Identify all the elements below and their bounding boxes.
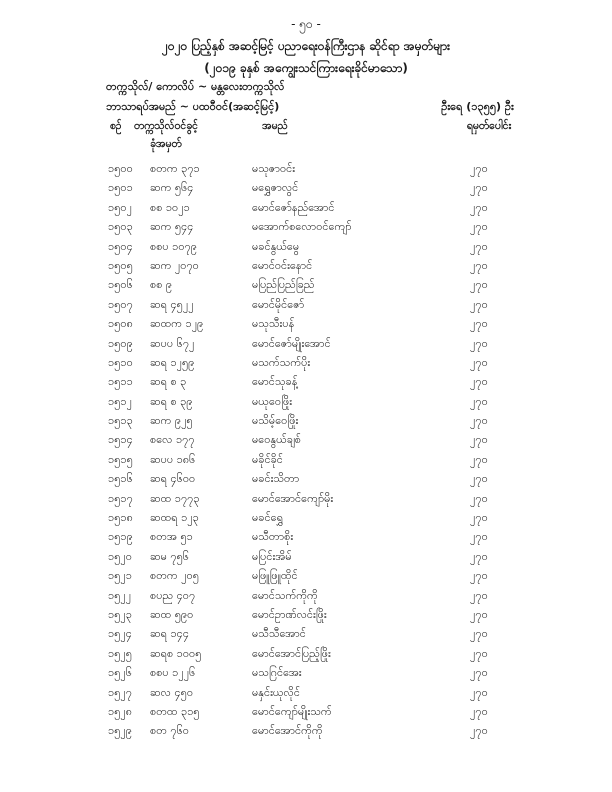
table-row xyxy=(0,666,612,685)
serial-number: ၁၅၁၅ xyxy=(108,452,133,466)
serial-number: ၁၅၁၈ xyxy=(108,511,133,525)
roll-number: စပည ၄၀၇ xyxy=(150,588,196,602)
serial-number: ၁၅၂၅ xyxy=(108,646,132,660)
roll-number: ဆက ၅၄၄ xyxy=(150,220,194,234)
student-name: မခင်းသိတာ xyxy=(252,472,300,486)
total-mark: ၂၇၀ xyxy=(470,452,488,466)
document-title: ၂၀၂၀ ပြည့်နှစ် အဆင့်မြင့် ပညာရေးဝန်ကြီးဌာန ဆိုင်ရာ အမှတ်များ xyxy=(161,39,451,53)
table-row xyxy=(0,395,612,414)
roll-number: ဆရ ၄၅၂၂ xyxy=(150,297,194,311)
total-mark: ၂၇၀ xyxy=(470,569,488,583)
serial-number: ၁၅၂၁ xyxy=(108,569,132,583)
roll-number: စစ ၉ xyxy=(150,278,173,292)
roll-number: ဆရ ၁၄၄ xyxy=(150,627,190,641)
serial-number: ၁၅၂၂ xyxy=(108,588,132,602)
student-name: မခင်ရွှေ xyxy=(252,511,284,525)
student-name: မအောက်စလောဝင်ကျော် xyxy=(252,220,352,234)
roll-number: ဆထ ၅၉၀ xyxy=(150,607,194,621)
serial-number: ၁၅၂၆ xyxy=(108,666,132,680)
roll-number: စတ ၇၆၀ xyxy=(150,724,189,738)
total-mark: ၂၇၀ xyxy=(470,394,488,408)
serial-number: ၁၅၁၄ xyxy=(108,433,133,447)
total-mark: ၂၇၀ xyxy=(470,162,488,175)
roll-number: စစ ၁၀၂၁ xyxy=(150,200,190,214)
roll-number: စတအ ၅၁ xyxy=(150,530,193,544)
total-mark: ၂၇၀ xyxy=(470,472,488,486)
student-name: မဝေနွယ်ချစ် xyxy=(252,433,301,447)
student-name: မောင်မိုင်ဇော် xyxy=(252,297,305,311)
student-name: မသဂြင်အေး xyxy=(252,666,302,680)
total-count: ဦးရေ (၁၃၅၅) ဦး xyxy=(441,100,514,113)
results-table xyxy=(0,162,612,744)
roll-number: စစပ ၁၂၂၆ xyxy=(150,666,196,680)
total-mark: ၂၇၀ xyxy=(470,530,488,544)
roll-number: စတက ၃၇၁ xyxy=(150,162,200,175)
table-row xyxy=(0,647,612,666)
header-roll-line2: ခုံအမှတ် xyxy=(150,138,182,150)
student-name: မောင်ဇော်နည်အောင် xyxy=(252,200,335,214)
roll-number: စလေ ၁၇၇ xyxy=(150,433,195,447)
table-row xyxy=(0,530,612,549)
roll-number: ဆပပ ၁၈၆ xyxy=(150,452,196,466)
table-row xyxy=(0,569,612,588)
student-name: မယုဝေဖြိုး xyxy=(252,394,293,408)
serial-number: ၁၅၁၀ xyxy=(108,355,133,369)
subject-line: ဘာသာရပ်အမည် ~ ပထဝီဝင်(အဆင့်မြင့်) xyxy=(106,100,280,113)
total-mark: ၂၇၀ xyxy=(470,278,488,292)
total-mark: ၂၇၀ xyxy=(470,511,488,525)
serial-number: ၁၅၀၄ xyxy=(108,239,133,253)
total-mark: ၂၇၀ xyxy=(470,297,488,311)
roll-number: ဆမ ၇၅၆ xyxy=(150,549,189,563)
student-name: မပြင်းအိမ် xyxy=(252,549,292,563)
roll-number: ဆရ စ ၃ xyxy=(150,375,187,389)
roll-number: ဆပပ ၆၇၂ xyxy=(150,336,195,350)
roll-number: ဆရ ၁၂၅၉ xyxy=(150,355,195,369)
table-row xyxy=(0,317,612,336)
serial-number: ၁၅၀၈ xyxy=(108,317,133,331)
serial-number: ၁၅၁၁ xyxy=(108,375,133,389)
table-row xyxy=(0,705,612,724)
table-row xyxy=(0,589,612,608)
table-row xyxy=(0,433,612,452)
student-name: မနှင်းယုလိုင် xyxy=(252,685,300,699)
student-name: မောင်အောင်ပြည့်ဖြိုး xyxy=(252,646,331,660)
table-row xyxy=(0,453,612,472)
total-mark: ၂၇၀ xyxy=(470,220,488,234)
student-name: မောင်အောင်ကိုကို xyxy=(252,724,323,738)
student-name: မသီတာစိုး xyxy=(252,530,294,544)
total-mark: ၂၇၀ xyxy=(470,607,488,621)
student-name: မောင်ကျော်မျိုးသက် xyxy=(252,704,332,718)
roll-number: ဆထက ၁၂၉ xyxy=(150,317,204,331)
total-mark: ၂၇၀ xyxy=(470,200,488,214)
table-row xyxy=(0,298,612,317)
student-name: မောင်ဇော်မျိုးအောင် xyxy=(252,336,331,350)
total-mark: ၂၇၀ xyxy=(470,588,488,602)
table-row xyxy=(0,724,612,743)
student-name: မသိမ့်ဝေဖြိုး xyxy=(252,414,299,428)
roll-number: ဆက ၂၀၇၀ xyxy=(150,258,199,272)
student-name: မောင်သက်ကိုကို xyxy=(252,588,318,602)
student-name: မသီသီအောင် xyxy=(252,627,306,641)
serial-number: ၁၅၁၇ xyxy=(108,491,133,505)
roll-number: ဆထရ ၁၂၃ xyxy=(150,511,199,525)
total-mark: ၂၇၀ xyxy=(470,685,488,699)
total-mark: ၂၇၀ xyxy=(470,433,488,447)
total-mark: ၂၇၀ xyxy=(470,704,488,718)
header-mark: ရမှတ်ပေါင်း xyxy=(466,120,512,132)
student-name: မောင်ဝင်းနောင် xyxy=(252,258,313,272)
serial-number: ၁၅၂၇ xyxy=(108,685,132,699)
table-row xyxy=(0,356,612,375)
serial-number: ၁၅၂၃ xyxy=(108,607,132,621)
page-number: - ၅၀ - xyxy=(291,17,321,31)
total-mark: ၂၇၀ xyxy=(470,239,488,253)
serial-number: ၁၅၀၆ xyxy=(108,278,133,292)
student-name: မောင်ဥာဏ်လင်းဖြိုး xyxy=(252,607,327,621)
roll-number: ဆရ စ ၃၉ xyxy=(150,394,193,408)
university-line: တက္ကသိုလ်/ ကောလိပ် ~ မန္တလေးတက္ကသိုလ် xyxy=(106,80,285,93)
table-row xyxy=(0,220,612,239)
table-row xyxy=(0,627,612,646)
total-mark: ၂၇၀ xyxy=(470,181,488,195)
total-mark: ၂၇၀ xyxy=(470,724,488,738)
table-row xyxy=(0,472,612,491)
table-row xyxy=(0,259,612,278)
total-mark: ၂၇၀ xyxy=(470,549,488,563)
total-mark: ၂၇၀ xyxy=(470,414,488,428)
student-name: မဖြူဖြူထိုင် xyxy=(252,569,298,583)
table-row xyxy=(0,511,612,530)
serial-number: ၁၅၀၉ xyxy=(108,336,133,350)
serial-number: ၁၅၀၀ xyxy=(108,162,133,175)
serial-number: ၁၅၀၇ xyxy=(108,297,133,311)
serial-number: ၁၅၂၀ xyxy=(108,549,132,563)
table-row xyxy=(0,550,612,569)
total-mark: ၂၇၀ xyxy=(470,355,488,369)
student-name: မသုသီးပန် xyxy=(252,317,295,331)
roll-number: ဆရစ ၁၀၀၅ xyxy=(150,646,202,660)
header-roll: တက္ကသိုလ်ဝင်ခွင့် xyxy=(134,120,198,132)
table-row xyxy=(0,181,612,200)
roll-number: ဆက ၅၆၄ xyxy=(150,181,194,195)
table-row xyxy=(0,201,612,220)
student-name: မသက်သက်ပိုး xyxy=(252,355,311,369)
header-serial: စဉ် xyxy=(110,120,122,132)
roll-number: စတက ၂၀၅ xyxy=(150,569,199,583)
roll-number: ဆလ ၄၅၀ xyxy=(150,685,194,699)
student-name: မရွှေဇာလွင် xyxy=(252,181,299,195)
table-row xyxy=(0,162,612,181)
serial-number: ၁၅၂၉ xyxy=(108,724,132,738)
roll-number: စတထ ၃၁၅ xyxy=(150,704,200,718)
student-name: မောင်အောင်ကျော်မိုး xyxy=(252,491,334,505)
table-row xyxy=(0,414,612,433)
table-row xyxy=(0,278,612,297)
table-row xyxy=(0,337,612,356)
serial-number: ၁၅၂၄ xyxy=(108,627,132,641)
total-mark: ၂၇၀ xyxy=(470,627,488,641)
header-name: အမည် xyxy=(262,120,288,132)
student-name: မောင်သုခန့် xyxy=(252,375,298,389)
document-subtitle: (၂၀၁၉ ခုနှစ် အကျွေးသင်ကြားရေးခိုင်မာသော) xyxy=(204,61,408,75)
total-mark: ၂၇၀ xyxy=(470,375,488,389)
student-name: မပြည်ပြည်ခြည် xyxy=(252,278,315,292)
serial-number: ၁၅၀၂ xyxy=(108,200,132,214)
serial-number: ၁၅၁၉ xyxy=(108,530,133,544)
serial-number: ၁၅၀၃ xyxy=(108,220,133,234)
roll-number: ဆထ ၁၇၇၃ xyxy=(150,491,200,505)
serial-number: ၁၅၁၃ xyxy=(108,414,133,428)
table-row xyxy=(0,608,612,627)
roll-number: ဆရ ၄၆၀၀ xyxy=(150,472,196,486)
total-mark: ၂၇၀ xyxy=(470,646,488,660)
serial-number: ၁၅၀၁ xyxy=(108,181,133,195)
serial-number: ၁၅၀၅ xyxy=(108,258,133,272)
total-mark: ၂၇၀ xyxy=(470,336,488,350)
total-mark: ၂၇၀ xyxy=(470,666,488,680)
table-row xyxy=(0,492,612,511)
student-name: မခင်နွယ်မွေ xyxy=(252,239,300,253)
table-row xyxy=(0,375,612,394)
serial-number: ၁၅၁၆ xyxy=(108,472,133,486)
roll-number: စစပ ၁၀၇၉ xyxy=(150,239,197,253)
serial-number: ၁၅၂၈ xyxy=(108,704,133,718)
serial-number: ၁၅၁၂ xyxy=(108,394,132,408)
table-row xyxy=(0,240,612,259)
student-name: မခိုင်ခိုင် xyxy=(252,452,283,466)
student-name: မသုဇာဝင်း xyxy=(252,162,296,175)
roll-number: ဆက ၉၂၅ xyxy=(150,414,193,428)
table-row xyxy=(0,686,612,705)
total-mark: ၂၇၀ xyxy=(470,491,488,505)
total-mark: ၂၇၀ xyxy=(470,317,488,331)
total-mark: ၂၇၀ xyxy=(470,258,488,272)
